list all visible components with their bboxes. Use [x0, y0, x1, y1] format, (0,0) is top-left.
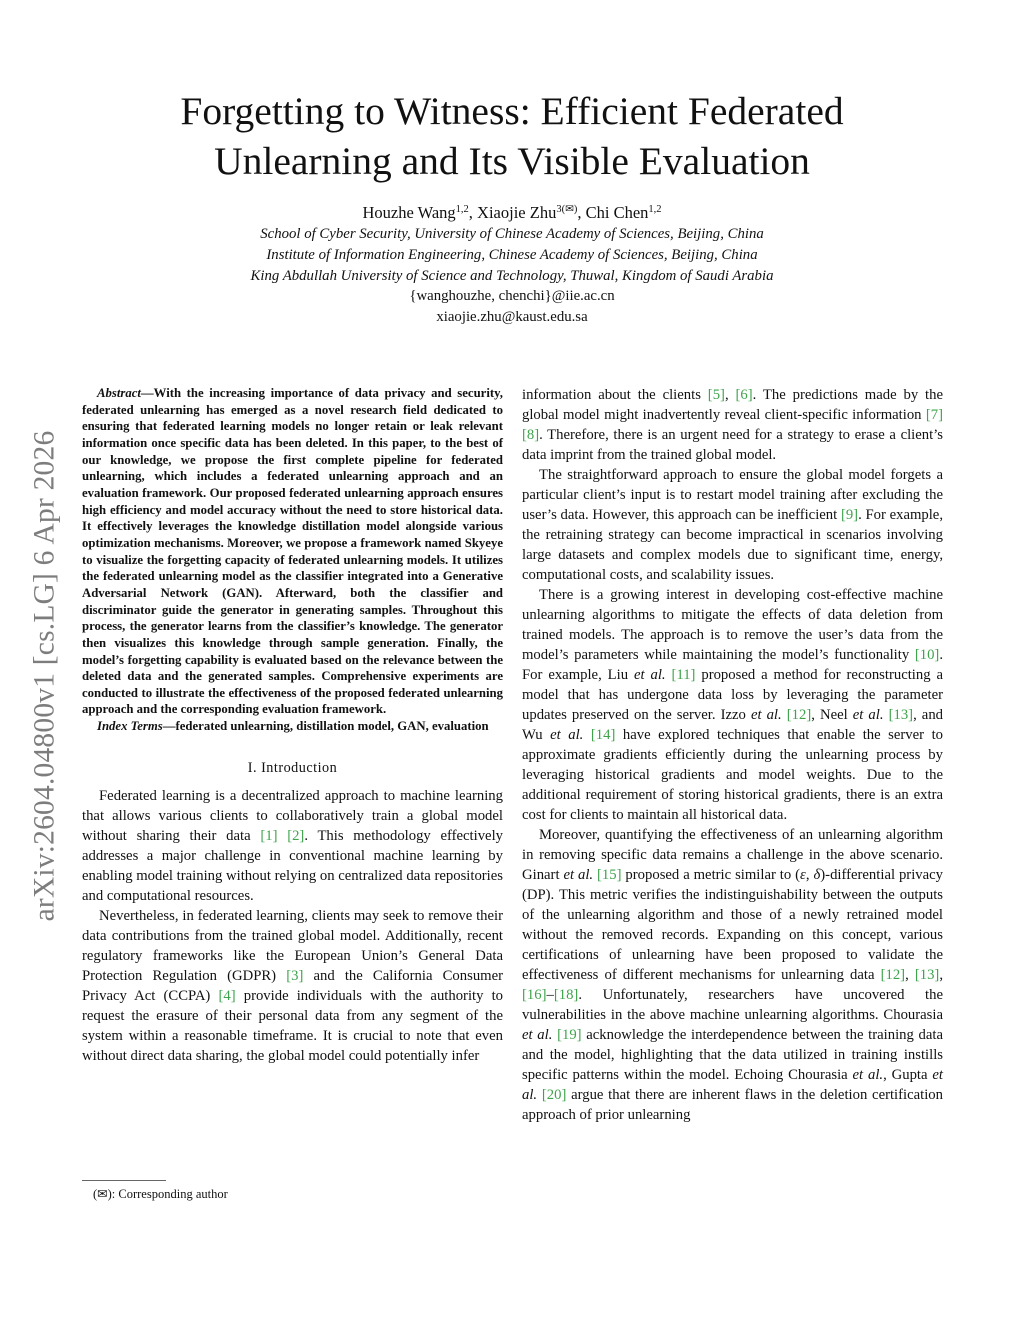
text-run: . The predictions made by the global model might inadvertently reveal client-specific information	[522, 387, 943, 423]
body-paragraph	[522, 825, 943, 1125]
text-run: and the California Consumer Privacy Act (CCPA)	[82, 967, 503, 1004]
italic-text: ε	[800, 867, 806, 883]
citation-link[interactable]: [10]	[914, 647, 940, 663]
text-run	[583, 727, 591, 743]
citation-link[interactable]: [16]	[522, 987, 547, 1003]
footnote-rule	[82, 1180, 166, 1181]
citation-link[interactable]: [18]	[553, 987, 579, 1003]
left-column	[82, 385, 503, 1066]
text-run: . Unfortunately, researchers have uncovered the vulnerabilities in the above machine unlearning algorithms. Chourasia	[522, 987, 943, 1023]
abstract	[82, 385, 503, 718]
author-name: Xiaojie Zhu	[477, 203, 557, 222]
text-run: , Neel	[811, 707, 853, 723]
text-run: Federated learning is a decentralized approach to machine learning that allows various clients to collaboratively train a global model without sharing their data	[82, 787, 503, 844]
email-line: xiaojie.zhu@kaust.edu.sa	[436, 309, 588, 325]
text-run: The straightforward approach to ensure the global model forgets a particular client’s input is to restart model training after excluding the user’s data. However, this approach can be inefficient	[522, 467, 943, 523]
arxiv-id-text: arXiv:2604.04800v1 [cs.LG] 6 Apr 2026	[28, 430, 61, 922]
italic-text: et al.	[563, 867, 594, 883]
left-body-text	[82, 786, 503, 1066]
italic-text: et al.	[522, 1027, 553, 1043]
text-run	[277, 828, 287, 844]
text-run: ,	[905, 967, 915, 983]
text-run: ,	[805, 867, 814, 883]
affiliation-line: King Abdullah University of Science and Technology, Thuwal, Kingdom of Saudi Arabia	[250, 268, 774, 284]
italic-text: et al.	[852, 1067, 884, 1083]
citation-link[interactable]: [19]	[557, 1027, 582, 1043]
citation-link[interactable]: [9]	[840, 507, 859, 523]
citation-link[interactable]: [11]	[671, 667, 696, 683]
body-paragraph	[522, 465, 943, 585]
text-run: ,	[939, 967, 943, 983]
body-paragraph	[522, 585, 943, 825]
title-line-2: Unlearning and Its Visible Evaluation	[214, 139, 810, 183]
citation-link[interactable]: [12]	[880, 967, 906, 983]
author-affiliation-marker: 1,2	[648, 204, 662, 215]
text-run: argue that there are inherent flaws in the deletion certification approach of prior unlearning	[522, 1087, 943, 1123]
text-run: , and Wu	[522, 707, 944, 743]
right-body-text	[522, 385, 943, 1125]
text-run: . This methodology effectively addresses a major challenge in conventional machine learning by enabling model training without relying on centralized data repositories and computational resources.	[82, 827, 504, 904]
text-run: )-differential privacy (DP). This metric verifies the indistinguishability between the outputs of the unlearning algorithm and those of a newly retrained model without the removed records. Expanding on this concept, various certifications of unlearning have been proposed to validate the effectiveness of different mechanisms for unlearning data	[522, 867, 944, 983]
text-run: , Gupta	[883, 1067, 933, 1083]
affiliation-line: Institute of Information Engineering, Chinese Academy of Sciences, Beijing, China	[266, 247, 758, 263]
author-name: Chi Chen	[585, 203, 649, 222]
text-run: proposed a metric similar to (	[621, 867, 801, 883]
italic-text: et al.	[750, 707, 782, 723]
affiliation-line: School of Cyber Security, University of Chinese Academy of Sciences, Beijing, China	[260, 226, 764, 242]
text-run: provide individuals with the authority to request the erasure of their personal data from any segment of the system within a reasonable timeframe. It is crucial to note that even without direct data sharing, the global model could potentially infer	[82, 987, 504, 1064]
index-terms-label: Index Terms	[97, 719, 163, 734]
text-run: acknowledge the interdependence between the training data and the model, highlighting that the data utilized in training instills specific patterns within the model. Echoing Chourasia	[522, 1027, 944, 1083]
text-run: . For example, Liu	[522, 647, 943, 683]
italic-text: et al.	[522, 1067, 943, 1103]
text-run: information about the clients	[522, 387, 708, 403]
text-run: have explored techniques that enable the server to approximate gradients efficiently during the unlearning process by leveraging historical gradients and model weights. Due to the additional requirement of storing historical gradients, there is an extra cost for clients to maintain all historical data.	[522, 727, 943, 823]
body-paragraph	[82, 786, 503, 906]
text-run: ,	[724, 387, 736, 403]
citation-link[interactable]: [13]	[888, 707, 914, 723]
text-run: There is a growing interest in developing cost-effective machine unlearning algorithms to mitigate the effects of data deletion from trained models. The approach is to remove the user’s data from the model’s parameters while maintaining the model’s functionality	[522, 587, 943, 663]
citation-link[interactable]: [14]	[590, 727, 616, 743]
citation-link[interactable]: [20]	[541, 1087, 567, 1103]
citation-link[interactable]: [5]	[707, 387, 725, 403]
abstract-text: —With the increasing importance of data privacy and security, federated unlearning has emerged as a novel research field dedicated to ensuring that federated learning models no longer retain or leak relevant information once specific data has been deleted. In this paper, to the best of our knowledge, we propose the first complete pipeline for federated unlearning, which includes a federated unlearning approach and an evaluation framework. Our proposed federated unlearning approach ensures high efficiency and model accuracy without the need to store historical data. It effectively leverages the knowledge distillation model alongside various optimization mechanisms. Moreover, we propose a framework named Skyeye to visualize the forgetting capacity of federated unlearning models. It utilizes the federated unlearning model as the classifier integrated into a Generative Adversarial Network (GAN). Afterward, both the classifier and discriminator guide the generator in generating samples. Throughout this process, the generator learns from the classifier’s knowledge. The generator then visualizes this knowledge through sample generation. Finally, the model’s forgetting capability is evaluated based on the relevance between the deleted data and the generated samples. Comprehensive experiments are conducted to illustrate the effectiveness of the proposed federated unlearning approach and the corresponding evaluation framework.	[82, 386, 503, 717]
text-run: Nevertheless, in federated learning, clients may seek to remove their data contributions from the trained global model. Additionally, recent regulatory frameworks like the European Union’s General Data Protection Regulation (GDPR)	[82, 907, 503, 984]
right-column	[522, 385, 943, 1125]
citation-link[interactable]: [13]	[914, 967, 940, 983]
text-run: proposed a method for reconstructing a model that has undergone data loss by leveraging the parameter updates preserved on the server. Izzo	[522, 667, 943, 723]
abstract-label: Abstract	[97, 386, 141, 400]
italic-text: δ	[813, 867, 821, 883]
citation-link[interactable]: [12]	[786, 707, 812, 723]
italic-text: et al.	[633, 667, 666, 683]
text-run: –	[546, 987, 554, 1003]
citation-link[interactable]: [8]	[522, 427, 540, 443]
citation-link[interactable]: [15]	[597, 867, 622, 883]
section-heading: I. Introduction	[247, 759, 338, 776]
italic-text: et al.	[550, 727, 584, 743]
text-run: . Therefore, there is an urgent need for a strategy to erase a client’s data imprint from the trained global model.	[522, 427, 943, 463]
paper-title	[0, 86, 1024, 186]
citation-link[interactable]: [4]	[218, 987, 236, 1004]
author-list: Houzhe Wang$^{1,2}$, Xiaojie Zhu$^{3(✉)}$, Chi Chen$^{1,2}$	[362, 203, 662, 222]
author-name: Houzhe Wang	[362, 203, 456, 222]
citation-link[interactable]: [6]	[735, 387, 753, 403]
citation-link[interactable]: [2]	[287, 827, 305, 844]
citation-link[interactable]: [3]	[286, 967, 304, 984]
text-run: Moreover, quantifying the effectiveness of an unlearning algorithm in removing specific data remains a challenge in the above scenario. Ginart	[522, 827, 943, 883]
citation-link[interactable]: [1]	[260, 827, 278, 844]
email-line: {wanghouzhe, chenchi}@iie.ac.cn	[409, 288, 615, 304]
title-line-1: Forgetting to Witness: Efficient Federated	[180, 89, 844, 133]
arxiv-identifier-stamp	[23, 376, 67, 976]
footnote: (✉): Corresponding author	[93, 1187, 228, 1201]
index-terms	[82, 718, 503, 735]
italic-text: et al.	[852, 707, 884, 723]
text-run: . For example, the retraining strategy can become impractical in scenarios involving large datasets and complex models due to significant time, energy, computational costs, and scalability issues.	[522, 507, 943, 583]
body-paragraph	[522, 385, 943, 465]
body-paragraph	[82, 906, 503, 1066]
author-affiliation-marker: 1,2	[455, 204, 469, 215]
author-affiliation-marker: 3(✉)	[556, 204, 578, 215]
citation-link[interactable]: [7]	[925, 407, 943, 423]
index-terms-text: —federated unlearning, distillation model, GAN, evaluation	[162, 719, 489, 734]
